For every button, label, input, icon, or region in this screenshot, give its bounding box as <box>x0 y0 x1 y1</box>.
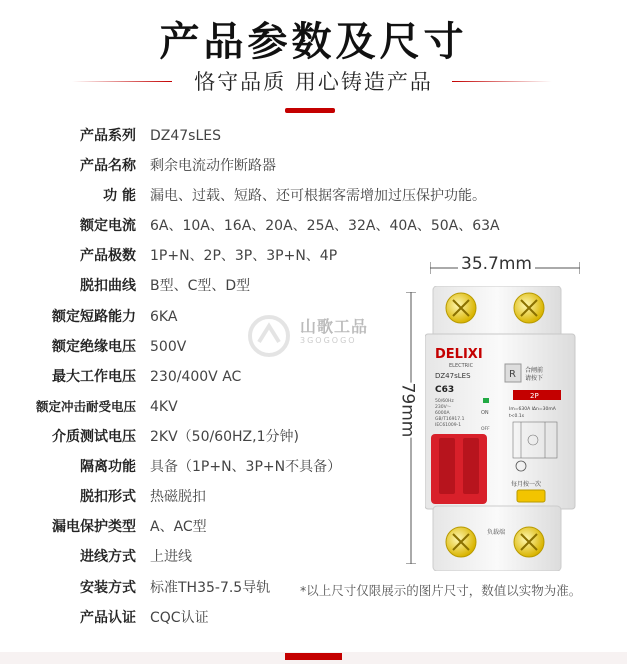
spec-value: CQC认证 <box>150 610 209 626</box>
spec-label: 安装方式 <box>80 580 136 596</box>
spec-label: 额定电流 <box>80 218 136 234</box>
watermark-logo-icon <box>247 312 291 360</box>
device-spec-line: 6000A <box>435 411 450 416</box>
spec-value: 剩余电流动作断路器 <box>150 158 276 174</box>
device-reset-letter: R <box>509 369 516 380</box>
spec-row-certification <box>0 606 627 630</box>
page-subtitle: 恪守品质 用心铸造产品 <box>194 70 433 94</box>
spec-row-name <box>0 154 627 178</box>
spec-row-series <box>0 124 627 148</box>
breaker-illustration <box>425 286 580 571</box>
screw-icon <box>446 293 476 323</box>
width-dimension-label: 35.7mm <box>458 254 535 274</box>
device-rating: C63 <box>435 385 455 395</box>
spec-value: 热磁脱扣 <box>150 489 206 505</box>
spec-value: 1P+N、2P、3P、3P+N、4P <box>150 248 338 264</box>
page-title: 产品参数及尺寸 <box>159 19 468 65</box>
spec-label: 脱扣曲线 <box>80 278 136 294</box>
spec-label: 功 能 <box>103 188 136 204</box>
spec-value: 6KA <box>150 309 178 325</box>
spec-value: 230/400V AC <box>150 369 242 385</box>
screw-icon <box>514 293 544 323</box>
device-model: DZ47sLES <box>435 372 471 380</box>
spec-value: 上进线 <box>150 549 192 565</box>
title-rule-right <box>452 81 552 82</box>
watermark-text: 山歌工品 <box>300 317 369 336</box>
spec-label: 产品认证 <box>80 610 136 626</box>
spec-label: 进线方式 <box>80 549 136 565</box>
spec-value: A、AC型 <box>150 519 207 535</box>
device-spec-line: GB/T16917.1 <box>435 417 465 422</box>
spec-value: 500V <box>150 339 187 355</box>
device-spec-line: IEC61009-1 <box>435 423 462 428</box>
spec-value: 6A、10A、16A、20A、25A、32A、40A、50A、63A <box>150 218 500 234</box>
spec-value: 4KV <box>150 399 178 415</box>
device-monthly-test: 每月按一次 <box>511 481 542 488</box>
spec-row-function <box>0 184 627 208</box>
screw-icon <box>514 527 544 557</box>
spec-label: 最大工作电压 <box>52 369 136 385</box>
spec-label: 产品名称 <box>80 158 136 174</box>
spec-row-rated-current <box>0 214 627 238</box>
device-spec-line: 230V～ <box>435 405 452 410</box>
spec-value: DZ47sLES <box>150 128 222 144</box>
device-leak-spec: Im=630A IΔn=30mA <box>509 407 556 412</box>
spec-label: 产品极数 <box>80 248 136 264</box>
dimension-note: *以上尺寸仅限展示的图片尺寸，数值以实物为准。 <box>300 583 582 598</box>
spec-label: 额定短路能力 <box>52 309 136 325</box>
device-reset-note-2: 请按下 <box>525 375 544 382</box>
footer-accent <box>285 653 342 660</box>
spec-label: 额定冲击耐受电压 <box>35 399 136 414</box>
spec-label: 产品系列 <box>80 128 136 144</box>
spec-label: 脱扣形式 <box>80 489 136 505</box>
spec-label: 介质测试电压 <box>52 429 136 445</box>
spec-value: 标准TH35-7.5导轨 <box>150 580 271 596</box>
spec-value: B型、C型、D型 <box>150 278 251 294</box>
device-reset-note-1: 合闸前 <box>525 367 544 374</box>
device-on-label: ON <box>481 410 489 416</box>
test-button <box>517 490 545 502</box>
spec-value: 漏电、过载、短路、还可根据客需增加过压保护功能。 <box>150 188 486 204</box>
device-trip-time: t<0.1s <box>509 414 525 419</box>
spec-label: 漏电保护类型 <box>52 519 136 535</box>
watermark-subtext: 3GOGOGO <box>300 336 357 345</box>
spec-value: 具备（1P+N、3P+N不具备） <box>150 459 342 475</box>
height-dimension-label: 79mm <box>397 382 418 438</box>
device-spec-line: 50/60Hz <box>435 399 454 404</box>
device-poles: 2P <box>530 392 539 400</box>
device-off-label: OFF <box>481 427 490 432</box>
screw-icon <box>446 527 476 557</box>
device-load-side: 负载端 <box>487 529 506 536</box>
device-brand-sub: ELECTRIC <box>449 363 474 369</box>
title-accent-bar <box>285 108 335 113</box>
device-brand: DELIXI <box>435 347 483 362</box>
spec-label: 隔离功能 <box>80 459 136 475</box>
spec-value: 2KV（50/60HZ,1分钟) <box>150 429 299 445</box>
spec-label: 额定绝缘电压 <box>52 339 136 355</box>
